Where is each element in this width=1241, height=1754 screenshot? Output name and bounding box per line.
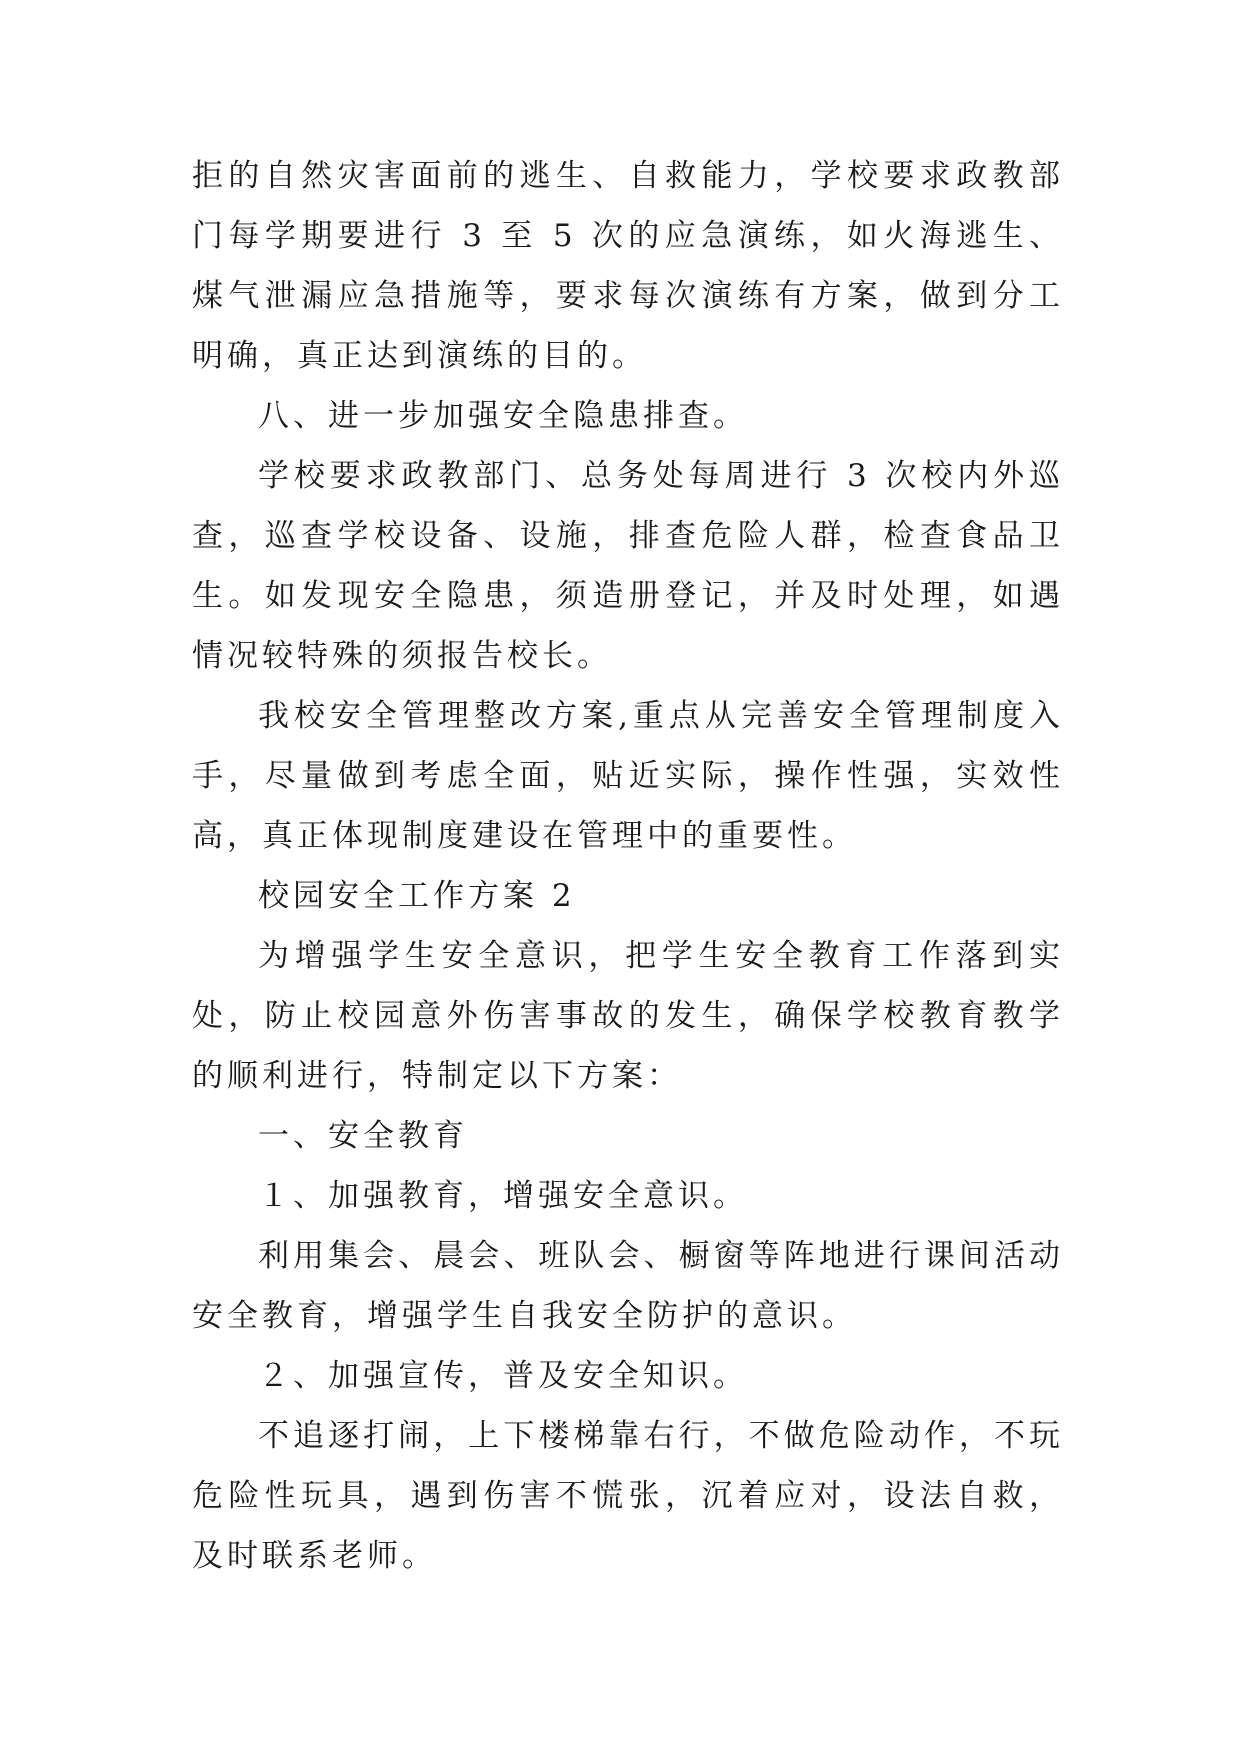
paragraph-rectification-summary: 我校安全管理整改方案,重点从完善安全管理制度入手，尽量做到考虑全面，贴近实际，操作性强，实效性高，真正体现制度建设在管理中的重要性。 [192,698,1064,854]
paragraph-campus-patrol: 学校要求政教部门、总务处每周进行 3 次校内外巡查，巡查学校设备、设施，排查危险人群，检查食品卫生。如发现安全隐患，须造册登记，并及时处理，如遇情况较特殊的须报告校长。 [192,458,1064,674]
heading-hazard-inspection: 八、进一步加强安全隐患排查。 [258,398,748,434]
paragraph-safety-rules: 不追逐打闹，上下楼梯靠右行，不做危险动作，不玩危险性玩具，遇到伤害不慌张，沉着应对，设法自救，及时联系老师。 [192,1418,1064,1574]
document-body [192,146,1064,1586]
subheading-strengthen-publicity: ２、加强宣传，普及安全知识。 [258,1358,748,1394]
subheading-strengthen-education: １、加强教育，增强安全意识。 [258,1178,748,1214]
paragraph-education-channels: 利用集会、晨会、班队会、橱窗等阵地进行课间活动安全教育，增强学生自我安全防护的意识。 [192,1238,1064,1334]
paragraph-plan-intro: 为增强学生安全意识，把学生安全教育工作落到实处，防止校园意外伤害事故的发生，确保学校教育教学的顺利进行，特制定以下方案： [192,938,1064,1094]
section-title-plan-2: 校园安全工作方案 2 [258,878,576,914]
heading-safety-education: 一、安全教育 [258,1118,468,1154]
paragraph-emergency-drills: 拒的自然灾害面前的逃生、自救能力，学校要求政教部门每学期要进行 3 至 5 次的应急演练，如火海逃生、煤气泄漏应急措施等，要求每次演练有方案，做到分工明确，真正达到演练的目的。 [192,158,1064,374]
